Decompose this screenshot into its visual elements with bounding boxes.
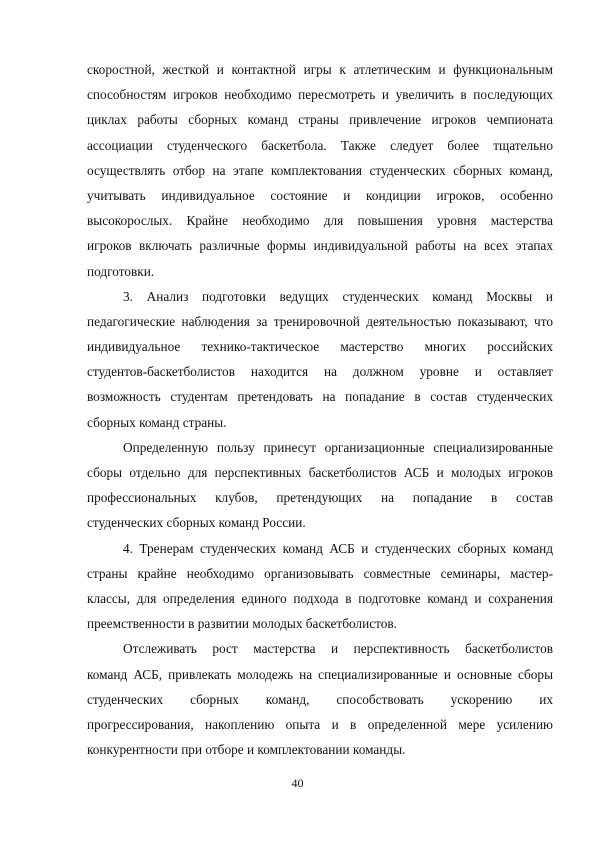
text-line: прогрессирования, накоплению опыта и в определенной мере усилению [87,716,553,732]
text-line: студенческих сборных команд России. [87,515,306,531]
text-line: циклах работы сборных команд страны привлечение игроков чемпионата [87,112,553,128]
text-line: высокорослых. Крайне необходимо для повышения уровня мастерства [87,213,553,229]
text-line: команд АСБ, привлекать молодежь на специализированные и основные сборы [87,666,553,682]
text-line: преемственности в развитии молодых баскетболистов. [87,616,397,632]
text-line: способностям игроков необходимо пересмотреть и увеличить в последующих [87,87,553,103]
text-line: осуществлять отбор на этапе комплектования студенческих сборных команд, [87,162,553,178]
text-line: профессиональных клубов, претендующих на попадание в состав [87,490,553,506]
text-line: Определенную пользу принесут организационные специализированные [123,439,553,455]
text-line: страны крайне необходимо организовывать совместные семинары, мастер- [87,565,553,581]
text-line: скоростной, жесткой и контактной игры к атлетическим и функциональным [87,62,553,77]
body-text [87,57,553,762]
text-line: Отслеживать рост мастерства и перспективность баскетболистов [123,641,553,657]
text-line: сборных команд страны. [87,414,227,430]
text-line: возможность студентам претендовать на попадание в состав студенческих [87,389,553,405]
text-line: педагогические наблюдения за тренировочной деятельностью показывают, что [87,313,553,329]
page-number: 40 [291,776,304,790]
text-line: подготовки. [87,263,155,279]
text-line: студенческих сборных команд, способствовать ускорению их [87,691,553,707]
text-line: учитывать индивидуальное состояние и кондиции игроков, особенно [87,187,553,203]
text-line: сборы отдельно для перспективных баскетболистов АСБ и молодых игроков [87,465,553,480]
text-line: игроков включать различные формы индивидуальной работы на всех этапах [87,238,553,254]
text-line: конкурентности при отборе и комплектовании команды. [87,742,406,758]
text-line: студентов-баскетболистов находится на должном уровне и оставляет [87,364,553,380]
text-line: ассоциации студенческого баскетбола. Также следует более тщательно [87,137,553,153]
text-line: классы, для определения единого подхода в подготовке команд и сохранения [87,590,553,606]
text-line: 3. Анализ подготовки ведущих студенческих команд Москвы и [123,288,553,304]
text-line: индивидуальное технико-тактическое мастерство многих российских [87,339,553,355]
text-line: 4. Тренерам студенческих команд АСБ и студенческих сборных команд [123,540,553,556]
